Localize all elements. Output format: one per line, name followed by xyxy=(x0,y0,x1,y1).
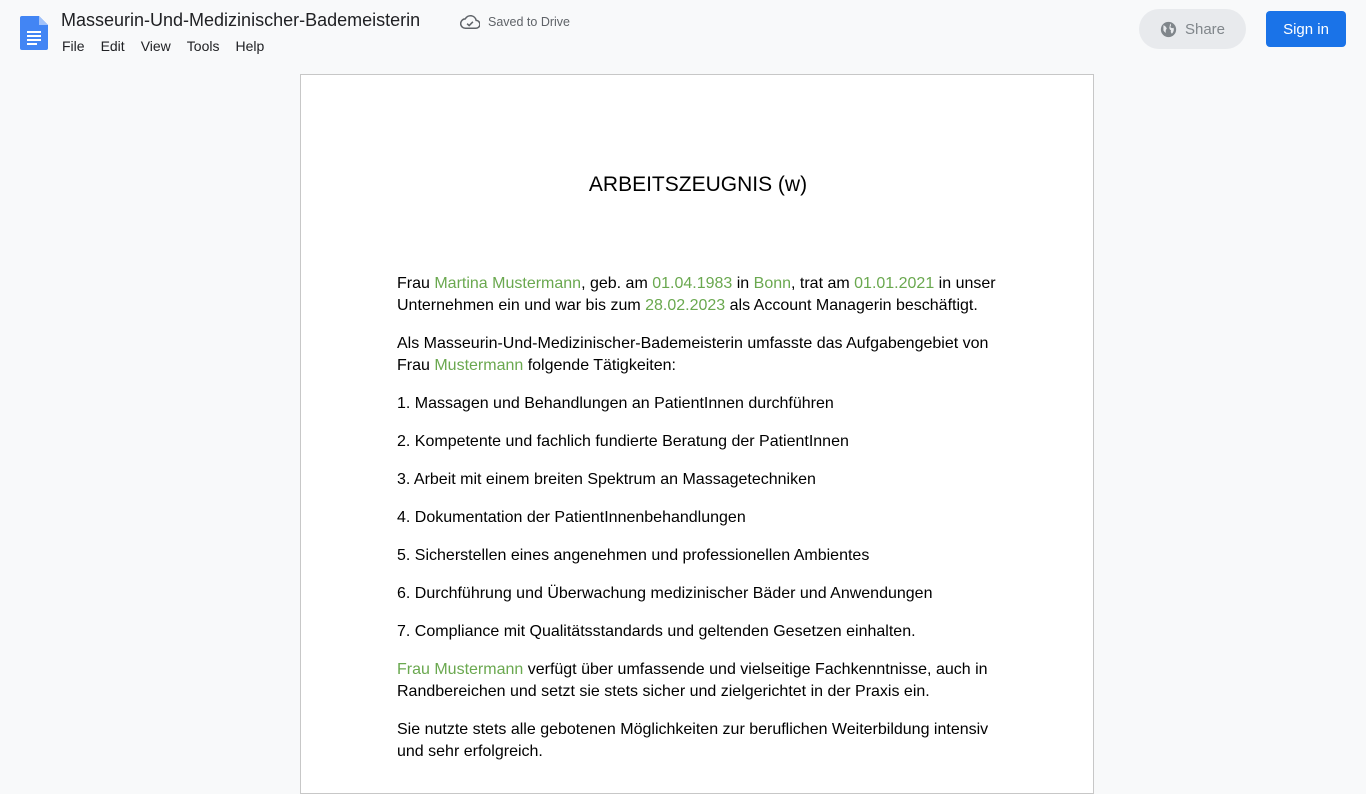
task-item: 5. Sicherstellen eines angenehmen und professionellen Ambientes xyxy=(397,547,870,564)
task-item: 6. Durchführung und Überwachung medizinischer Bäder und Anwendungen xyxy=(397,585,933,602)
knowledge-paragraph xyxy=(397,659,997,703)
google-docs-icon[interactable] xyxy=(20,16,48,50)
menu-edit[interactable]: Edit xyxy=(100,38,125,54)
menu-help[interactable]: Help xyxy=(235,38,265,54)
task-item: 1. Massagen und Behandlungen an PatientInnen durchführen xyxy=(397,395,834,412)
knowledge-text: verfügt über umfassende und vielseitige Fachkenntnisse, auch in Randbereichen und setzt sie stets sicher und zielgerichtet in der Praxis ein. xyxy=(397,661,988,700)
training-paragraph: Sie nutzte stets alle gebotenen Möglichkeiten zur beruflichen Weiterbildung intensiv und sehr erfolgreich. xyxy=(397,721,989,760)
tasks-intro-paragraph xyxy=(397,333,997,377)
task-item: 3. Arbeit mit einem breiten Spektrum an Massagetechniken xyxy=(397,471,816,488)
top-bar xyxy=(0,0,1366,64)
menu-file[interactable]: File xyxy=(62,38,85,54)
task-item: 4. Dokumentation der PatientInnenbehandlungen xyxy=(397,509,746,526)
intro-text-4: , trat am xyxy=(791,275,855,292)
saved-status-label: Saved to Drive xyxy=(488,15,570,29)
intro-paragraph xyxy=(397,273,997,317)
intro-text-1: Frau xyxy=(397,275,435,292)
task-item: 2. Kompetente und fachlich fundierte Beratung der PatientInnen xyxy=(397,433,849,450)
document-page[interactable] xyxy=(300,74,1094,794)
tasks-intro-text-1: Als Masseurin-Und-Medizinischer-Bademeisterin umfasste das Aufgabengebiet von Frau xyxy=(397,335,989,374)
sign-in-button[interactable]: Sign in xyxy=(1266,11,1346,47)
globe-icon xyxy=(1160,21,1177,38)
employee-surname: Mustermann xyxy=(434,357,524,374)
cloud-done-icon xyxy=(460,14,480,30)
employee-full-reference: Frau Mustermann xyxy=(397,661,524,678)
share-button[interactable] xyxy=(1139,9,1246,49)
document-title[interactable]: Masseurin-Und-Medizinischer-Bademeisterin xyxy=(61,10,421,30)
task-item: 7. Compliance mit Qualitätsstandards und geltenden Gesetzen einhalten. xyxy=(397,623,916,640)
saved-status[interactable] xyxy=(460,14,570,30)
share-label: Share xyxy=(1184,20,1226,38)
birth-date: 01.04.1983 xyxy=(652,275,733,292)
intro-text-2: , geb. am xyxy=(581,275,653,292)
intro-text-3: in xyxy=(732,275,754,292)
document-body xyxy=(397,273,997,779)
document-heading: ARBEITSZEUGNIS (w) xyxy=(588,173,808,196)
birth-city: Bonn xyxy=(753,275,792,292)
tasks-intro-text-2: folgende Tätigkeiten: xyxy=(523,357,676,374)
menu-bar xyxy=(54,37,272,55)
menu-view[interactable]: View xyxy=(140,38,171,54)
intro-text-5: in unser Unternehmen ein und war bis zum xyxy=(397,275,996,314)
end-date: 28.02.2023 xyxy=(645,297,726,314)
menu-tools[interactable]: Tools xyxy=(186,38,220,54)
intro-text-6: als Account Managerin beschäftigt. xyxy=(725,297,978,314)
employee-name: Martina Mustermann xyxy=(434,275,582,292)
start-date: 01.01.2021 xyxy=(854,275,935,292)
